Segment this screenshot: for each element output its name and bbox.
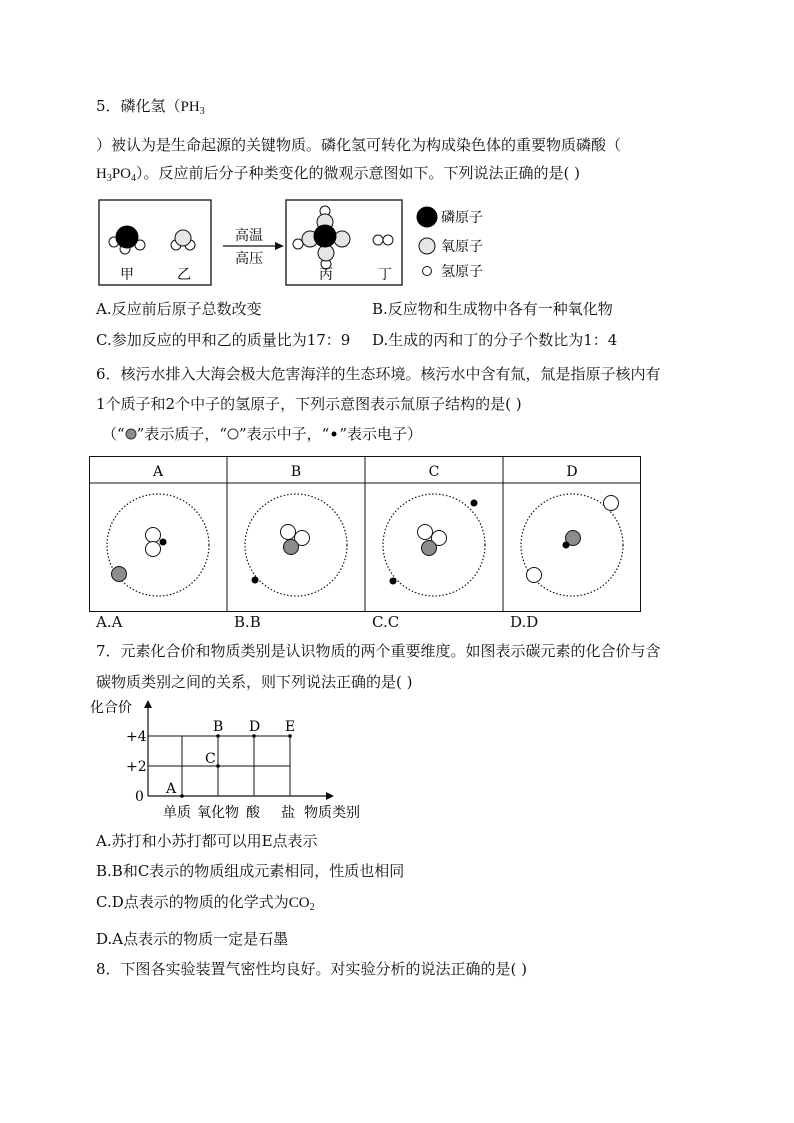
col-header-d: D (566, 464, 578, 480)
col-header-c: C (428, 464, 440, 480)
legend-p-icon (417, 207, 437, 227)
atom-diagram-b (245, 494, 347, 596)
q6-stem-line2: 1个质子和2个中子的氢原子，下列示意图表示氚原子结构的是( ) (96, 395, 522, 413)
q7-option-a[interactable]: A.苏打和小苏打都可以用E点表示 (96, 832, 318, 850)
col-header-a: A (152, 464, 164, 480)
q5-option-b[interactable]: B.反应物和生成物中各有一种氧化物 (372, 300, 613, 318)
q5-option-a[interactable]: A.反应前后原子总数改变 (96, 300, 262, 318)
q6-answer-a[interactable]: A.A (96, 613, 123, 631)
atom-options-table (89, 456, 641, 612)
x-tick-2: 酸 (246, 805, 260, 821)
electron (563, 542, 570, 549)
point-label-d: D (249, 719, 261, 735)
label-bing: 丙 (319, 267, 333, 283)
neutron (418, 525, 433, 540)
ph3-formula: $PH_3$ (180, 99, 205, 117)
q5-stem-suffix: ）。反应前后分子种类变化的微观示意图如下。下列说法正确的是( ) (136, 164, 581, 182)
electron (160, 539, 167, 546)
point-label-c: C (205, 751, 216, 767)
x-axis-label: 物质类别 (304, 805, 360, 821)
neutron (604, 496, 619, 511)
co2-formula: $CO_2$ (288, 895, 315, 913)
q7-stem-line1: 7．元素化合价和物质类别是认识物质的两个重要维度。如图表示碳元素的化合价与含 (96, 642, 661, 660)
x-tick-0: 单质 (163, 805, 191, 821)
q6-answer-d[interactable]: D.D (510, 613, 539, 631)
electron (471, 500, 478, 507)
x-axis-arrow (326, 792, 334, 800)
y-axis-label: 化合价 (90, 700, 132, 716)
legend-h-icon (423, 267, 432, 276)
label-ding: 丁 (378, 267, 392, 283)
neutron (281, 525, 296, 540)
point-a (180, 794, 184, 798)
q5-option-d[interactable]: D.生成的丙和丁的分子个数比为1：4 (372, 331, 618, 349)
y-axis-arrow (144, 700, 152, 708)
arrow-top-label: 高温 (235, 228, 263, 244)
valence-chart (90, 698, 390, 826)
legend-proton-icon (125, 428, 137, 440)
h3po4-p-atom (314, 225, 336, 247)
q7-option-b[interactable]: B.B和C表示的物质组成元素相同，性质也相同 (96, 862, 405, 880)
legend-neutron-icon (227, 428, 239, 440)
label-jia: 甲 (120, 267, 134, 283)
proton (112, 567, 127, 582)
col-header-b: B (290, 464, 302, 480)
neutron (146, 528, 161, 543)
y-tick-2: +2 (126, 759, 147, 775)
q7-option-c[interactable]: C.D点表示的物质的化学式为$CO_2$ (96, 893, 315, 913)
atom-diagram-a (107, 494, 209, 596)
point-label-b: B (213, 719, 224, 735)
q8-stem: 8．下图各实验装置气密性均良好。对实验分析的说法正确的是( ) (96, 960, 528, 978)
legend-o-icon (419, 238, 435, 254)
q5-stem-line2: ）被认为是生命起源的关键物质。磷化氢可转化为构成染色体的重要物质磷酸（ (96, 136, 622, 154)
q5-option-c[interactable]: C.参加反应的甲和乙的质量比为17：9 (96, 331, 351, 349)
ph3-p-atom (116, 226, 138, 248)
h3po4-o-atom (334, 231, 350, 247)
neutron (527, 568, 542, 583)
q5-stem-line1 (96, 96, 205, 122)
legend-h-label: 氢原子 (441, 264, 483, 280)
q5-stem-line3 (96, 163, 580, 189)
reaction-diagram (90, 196, 510, 292)
h2o-o-atom (175, 230, 191, 246)
point-label-a: A (166, 781, 177, 797)
x-tick-3: 盐 (281, 805, 295, 821)
legend-electron-icon (329, 429, 339, 439)
h2-h-atom (383, 235, 393, 245)
q5-stem-prefix: 5．磷化氢（ (96, 97, 181, 115)
q6-answer-c[interactable]: C.C (372, 613, 400, 631)
legend-p-label: 磷原子 (441, 210, 483, 226)
atom-diagram-d (521, 494, 623, 596)
q7-stem-line2: 碳物质类别之间的关系，则下列说法正确的是( ) (96, 673, 413, 691)
point-c (216, 764, 220, 768)
x-tick-1: 氧化物 (197, 805, 239, 821)
q6-answer-b[interactable]: B.B (234, 613, 261, 631)
q7-option-d[interactable]: D.A点表示的物质一定是石墨 (96, 930, 289, 948)
chart-points (165, 719, 295, 798)
electron (252, 577, 259, 584)
q6-legend: （“ ”表示质子，“ ”表示中子，“ ”表示电子） (102, 425, 423, 443)
neutron (146, 542, 161, 557)
h2-h-atom (373, 235, 383, 245)
point-label-e: E (285, 719, 296, 735)
arrow-bottom-label: 高压 (235, 251, 263, 267)
reaction-arrowhead (275, 242, 284, 250)
legend-o-label: 氧原子 (441, 239, 483, 255)
atom-diagram-c (383, 494, 485, 596)
proton (284, 540, 299, 555)
y-tick-4: +4 (126, 729, 147, 745)
electron (390, 578, 397, 585)
proton (422, 541, 437, 556)
h3po4-formula: $H_3PO_4$ (96, 166, 137, 184)
h3po4-h-atom (293, 239, 303, 249)
label-yi: 乙 (177, 267, 191, 283)
q6-stem-line1: 6．核污水排入大海会极大危害海洋的生态环境。核污水中含有氚，氚是指原子核内有 (96, 365, 661, 383)
y-tick-0: 0 (135, 789, 144, 805)
